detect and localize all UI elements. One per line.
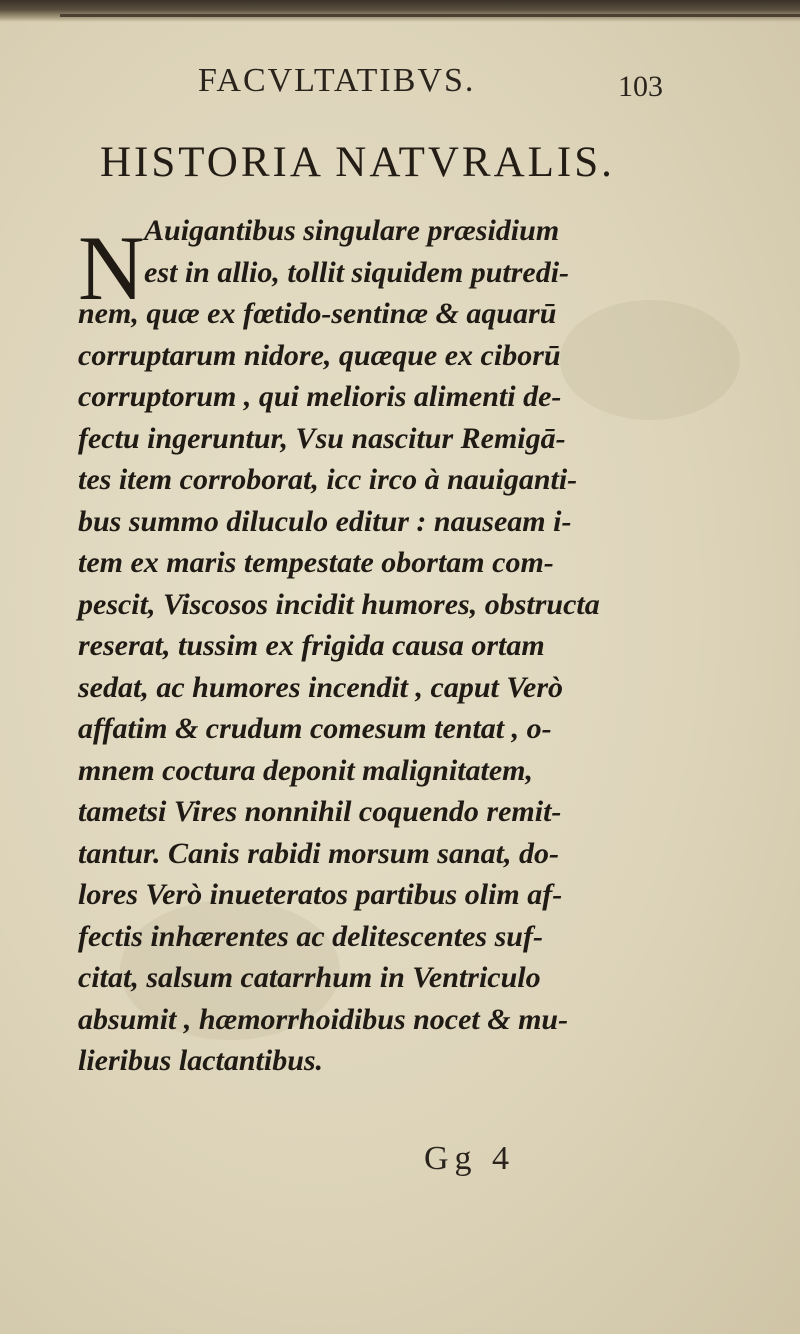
text-line: mnem coctura deponit malignitatem, xyxy=(78,753,534,787)
page-top-edge xyxy=(0,0,800,22)
running-head xyxy=(0,62,800,112)
text-line: corruptarum nidore, quæque ex ciborū xyxy=(78,338,561,372)
text-line: est in allio, tollit siquidem putredi- xyxy=(144,255,570,289)
text-line: lores Verò inueteratos partibus olim af- xyxy=(78,878,563,911)
text-line: affatim & crudum comesum tentat , o- xyxy=(78,712,552,745)
text-line: reserat, tussim ex frigida causa ortam xyxy=(78,629,545,662)
text-line: fectis inhærentes ac delitescentes suf- xyxy=(78,919,543,953)
signature-mark: Gg 4 xyxy=(424,1140,516,1177)
text-line: tes item corroborat, icc irco à nauiganti- xyxy=(78,463,578,496)
text-line: bus summo diluculo editur : nauseam i- xyxy=(78,504,572,538)
top-rule xyxy=(60,14,800,17)
text-line: corruptorum , qui melioris alimenti de- xyxy=(78,380,562,413)
section-title: HISTORIA NATVRALIS. xyxy=(100,139,615,186)
text-line: Auigantibus singulare præsidium xyxy=(144,214,560,247)
text-line: tametsi Vires nonnihil coquendo remit- xyxy=(78,795,562,828)
page-number: 103 xyxy=(618,70,663,103)
text-line: sedat, ac humores incendit , caput Verò xyxy=(78,670,564,704)
text-line: absumit , hæmorrhoidibus nocet & mu- xyxy=(78,1002,569,1036)
text-line: pescit, Viscosos incidit humores, obstructa xyxy=(78,587,600,621)
text-line: nem, quæ ex fœtido-sentinæ & aquarū xyxy=(78,297,557,330)
body-text xyxy=(78,210,718,1082)
text-line: tem ex maris tempestate obortam com- xyxy=(78,546,554,579)
text-line: lieribus lactantibus. xyxy=(78,1044,324,1077)
text-line: fectu ingeruntur, Vsu nascitur Remigā- xyxy=(78,421,566,455)
text-line: citat, salsum catarrhum in Ventriculo xyxy=(78,961,541,994)
drop-cap: N xyxy=(78,217,145,319)
text-line: tantur. Canis rabidi morsum sanat, do- xyxy=(78,836,559,870)
running-title: FACVLTATIBVS. xyxy=(198,62,476,99)
